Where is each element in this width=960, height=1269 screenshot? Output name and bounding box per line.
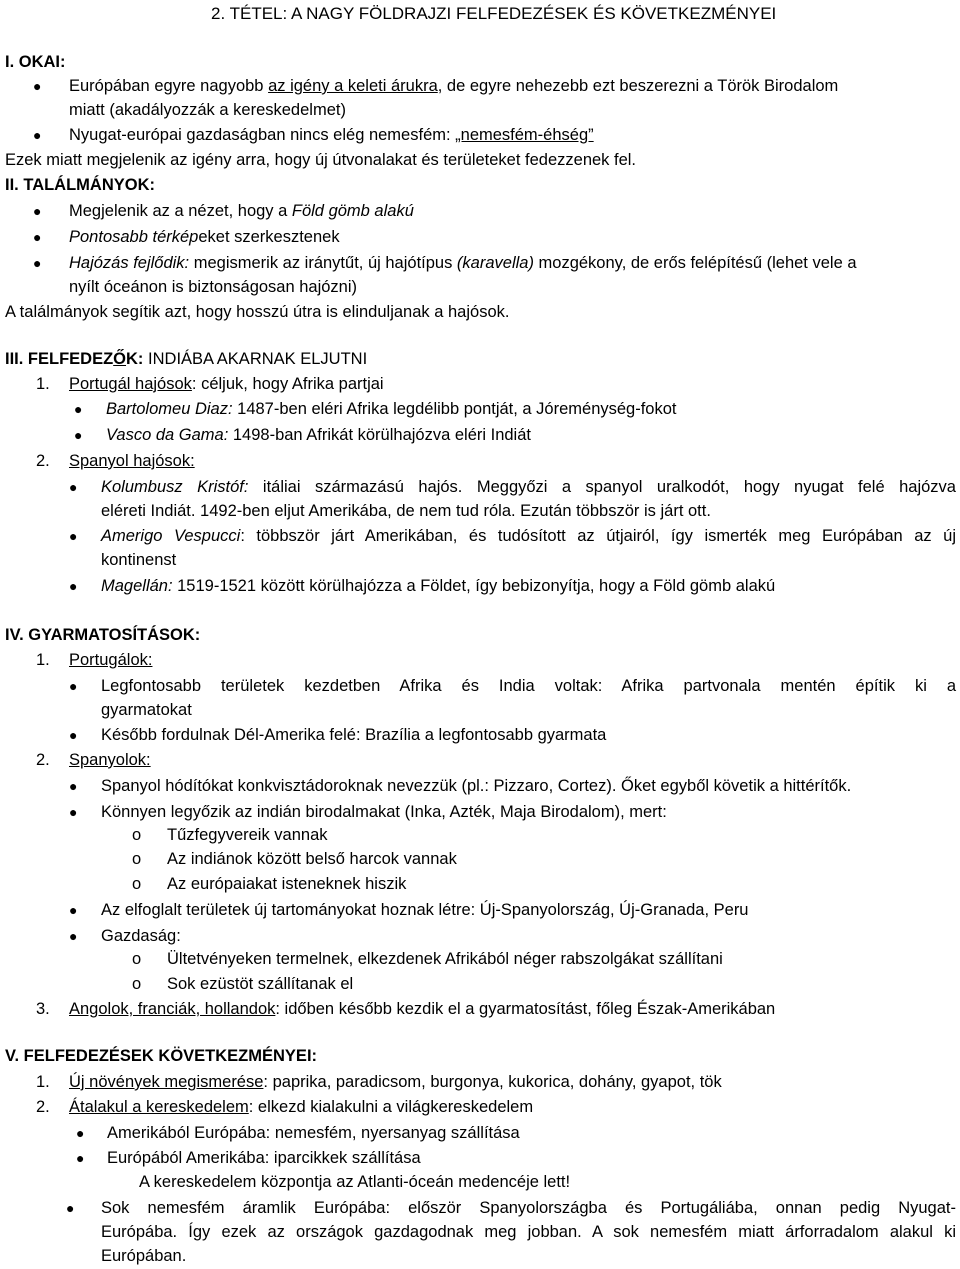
- list-item-continuation: kontinenst: [101, 551, 177, 569]
- bullet-icon: ●: [69, 678, 78, 694]
- list-item: Gazdaság:: [101, 927, 181, 945]
- list-item: Az elfoglalt területek új tartományokat hoznak létre: Új-Spanyolország, Új-Granada, Peru: [101, 901, 749, 919]
- list-item: Sok nemesfém áramlik Európába: először Spanyolországba és Portugáliába, onnan pedig Nyugat-: [101, 1199, 956, 1217]
- list-item-continuation: miatt (akadályozzák a kereskedelmet): [69, 101, 346, 119]
- numbered-item: Portugál hajósok: céljuk, hogy Afrika partjai: [69, 375, 384, 393]
- sub-list-item: Tűzfegyvereik vannak: [167, 826, 328, 844]
- bullet-icon: ●: [69, 804, 78, 820]
- list-item: Megjelenik az a nézet, hogy a Föld gömb alakú: [69, 202, 414, 220]
- sub-bullet-marker: o: [132, 950, 142, 968]
- sub-list-item: Az európaiakat isteneknek hiszik: [167, 875, 407, 893]
- bullet-icon: ●: [69, 778, 78, 794]
- list-item: Könnyen legyőzik az indián birodalmakat (Inka, Azték, Maja Birodalom), mert:: [101, 803, 667, 821]
- list-item: Amerikából Európába: nemesfém, nyersanyag szállítása: [107, 1124, 520, 1142]
- sub-list-item: Az indiánok között belső harcok vannak: [167, 850, 457, 868]
- section-3-heading: III. FELFEDEZŐK: INDIÁBA AKARNAK ELJUTNI: [5, 350, 368, 368]
- list-item: Pontosabb térképeket szerkesztenek: [69, 228, 340, 246]
- bullet-icon: ●: [69, 479, 78, 495]
- bullet-icon: ●: [69, 727, 78, 743]
- sub-bullet-marker: o: [132, 850, 142, 868]
- bullet-icon: ●: [66, 1200, 75, 1216]
- sub-bullet-marker: o: [132, 875, 142, 893]
- list-item-continuation: Európában.: [101, 1247, 187, 1265]
- sub-list-item: Ültetvényeken termelnek, elkezdenek Afrikából néger rabszolgákat szállítani: [167, 950, 723, 968]
- list-item: Később fordulnak Dél-Amerika felé: Brazília a legfontosabb gyarmata: [101, 726, 607, 744]
- list-item: Európából Amerikába: iparcikkek szállítása: [107, 1149, 421, 1167]
- sub-bullet-marker: o: [132, 826, 142, 844]
- numbered-item: Angolok, franciák, hollandok: időben később kezdik el a gyarmatosítást, főleg Észak-Amerikában: [69, 1000, 776, 1018]
- list-item: Nyugat-európai gazdaságban nincs elég nemesfém: „nemesfém-éhség”: [69, 126, 594, 144]
- section-1-summary: Ezek miatt megjelenik az igény arra, hogy új útvonalakat és területeket fedezzenek fel.: [5, 151, 637, 169]
- bullet-icon: ●: [33, 229, 42, 245]
- numbered-item: Új növények megismerése: paprika, paradicsom, burgonya, kukorica, dohány, gyapot, tök: [69, 1073, 722, 1091]
- bullet-icon: ●: [74, 401, 83, 417]
- list-item: Bartolomeu Diaz: 1487-ben eléri Afrika legdélibb pontját, a Jóreménység-fokot: [106, 400, 677, 418]
- sub-bullet-marker: o: [132, 975, 142, 993]
- list-item: Európában egyre nagyobb az igény a keleti árukra, de egyre nehezebb ezt beszerezni a Török Birodalom: [69, 77, 839, 95]
- section-2-summary: A találmányok segítik azt, hogy hosszú útra is elinduljanak a hajósok.: [5, 303, 510, 321]
- bullet-icon: ●: [33, 203, 42, 219]
- numbered-item: Portugálok:: [69, 651, 153, 669]
- numbered-marker: 1.: [36, 1073, 50, 1091]
- list-item: Kolumbusz Kristóf: itáliai származású hajós. Meggyőzi a spanyol uralkodót, hogy nyugat felé hajózva: [101, 478, 956, 496]
- numbered-marker: 1.: [36, 651, 50, 669]
- list-item-continuation: eléreti Indiát. 1492-ben eljut Amerikába, de nem tud róla. Ezután többször is járt ott.: [101, 502, 711, 520]
- list-item: Amerigo Vespucci: többször járt Amerikában, és tudósított az útjairól, így ismerték meg Európában az új: [101, 527, 956, 545]
- sub-list-item: Sok ezüstöt szállítanak el: [167, 975, 354, 993]
- bullet-icon: ●: [33, 127, 42, 143]
- bullet-icon: ●: [69, 928, 78, 944]
- numbered-marker: 2.: [36, 1098, 50, 1116]
- list-item: Magellán: 1519-1521 között körülhajózza a Földet, így bebizonyítja, hogy a Föld gömb alakú: [101, 577, 776, 595]
- bullet-icon: ●: [33, 255, 42, 271]
- bullet-icon: ●: [76, 1125, 85, 1141]
- list-item-continuation: nyílt óceánon is biztonságosan hajózni): [69, 278, 358, 296]
- bullet-icon: ●: [74, 427, 83, 443]
- list-item-note: A kereskedelem központja az Atlanti-óceán medencéje lett!: [139, 1173, 571, 1191]
- list-item: Vasco da Gama: 1498-ban Afrikát körülhajózva eléri Indiát: [106, 426, 531, 444]
- section-2-heading: II. TALÁLMÁNYOK:: [5, 176, 156, 194]
- bullet-icon: ●: [33, 78, 42, 94]
- numbered-marker: 3.: [36, 1000, 50, 1018]
- document-title: 2. TÉTEL: A NAGY FÖLDRAJZI FELFEDEZÉSEK ÉS KÖVETKEZMÉNYEI: [211, 4, 777, 23]
- numbered-marker: 1.: [36, 375, 50, 393]
- section-1-heading: I. OKAI:: [5, 53, 66, 71]
- list-item: Hajózás fejlődik: megismerik az iránytűt, új hajótípus (karavella) mozgékony, de erős felépítésű (lehet vele a: [69, 254, 857, 272]
- list-item-continuation: gyarmatokat: [101, 701, 192, 719]
- section-4-heading: IV. GYARMATOSÍTÁSOK:: [5, 626, 201, 644]
- section-5-heading: V. FELFEDEZÉSEK KÖVETKEZMÉNYEI:: [5, 1047, 318, 1065]
- bullet-icon: ●: [69, 578, 78, 594]
- bullet-icon: ●: [76, 1150, 85, 1166]
- numbered-marker: 2.: [36, 452, 50, 470]
- list-item-continuation: Európába. Így ezek az országok gazdagodnak meg jobban. A sok nemesfém miatt árforradalom alakul ki: [101, 1223, 956, 1241]
- numbered-item: Spanyol hajósok:: [69, 452, 195, 470]
- numbered-item: Átalakul a kereskedelem: elkezd kialakulni a világkereskedelem: [69, 1098, 534, 1116]
- list-item: Legfontosabb területek kezdetben Afrika és India voltak: Afrika partvonala mentén építik ki a: [101, 677, 956, 695]
- bullet-icon: ●: [69, 528, 78, 544]
- numbered-item: Spanyolok:: [69, 751, 151, 769]
- list-item: Spanyol hódítókat konkvisztádoroknak nevezzük (pl.: Pizzaro, Cortez). Őket egyből követik a hittérítők.: [101, 777, 852, 795]
- numbered-marker: 2.: [36, 751, 50, 769]
- bullet-icon: ●: [69, 902, 78, 918]
